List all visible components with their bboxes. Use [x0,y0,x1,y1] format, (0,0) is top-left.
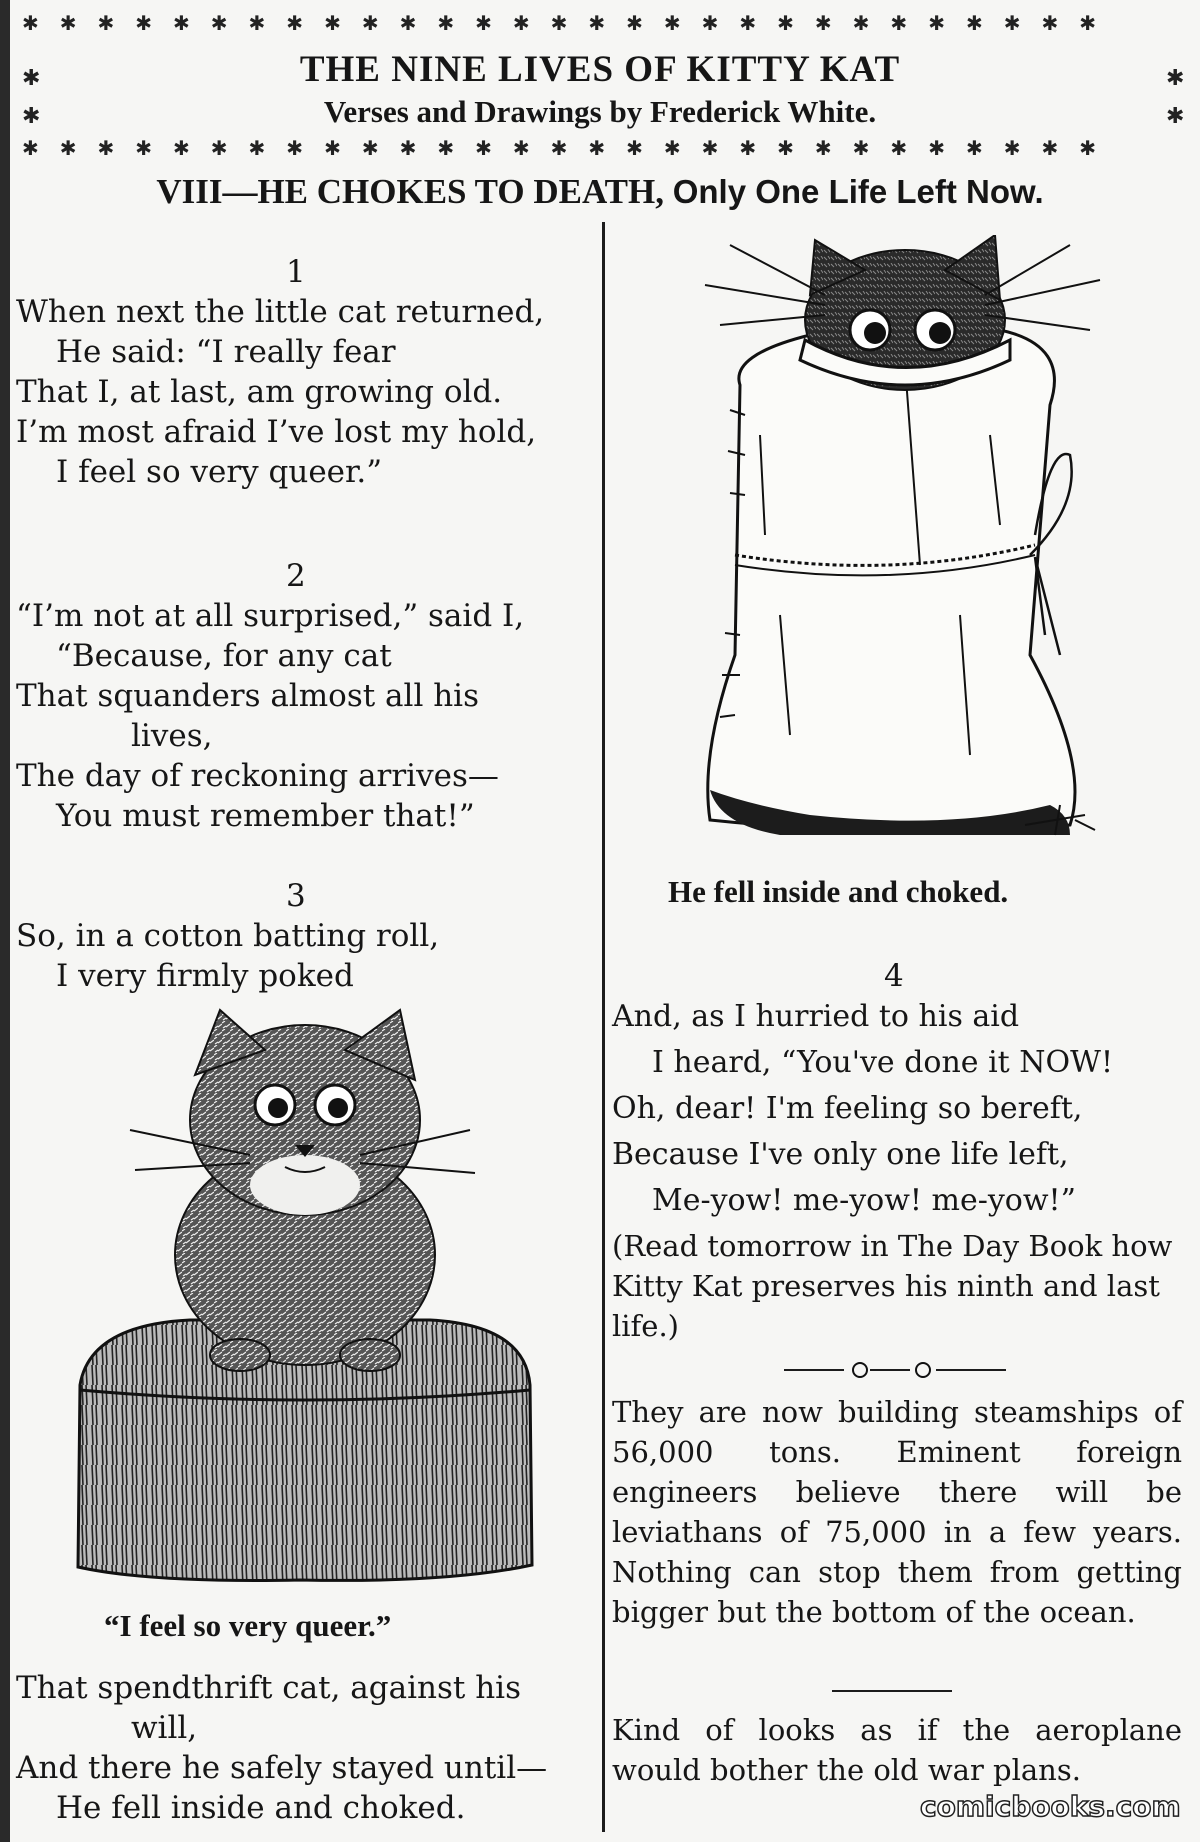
verse-3-continued [16,1668,547,1828]
verse-line: He said: “I really fear [56,334,396,370]
chapter-headline [20,172,1180,212]
cat-in-cotton-roll-drawing [690,235,1110,850]
verse-line: “I’m not at all surprised,” said I, [16,598,525,634]
verse-line: lives, [131,718,213,754]
verse-2 [16,556,524,836]
scan-edge [0,0,10,1842]
verse-line: I heard, “You've done it NOW! [652,1045,1114,1080]
star-border-right: ✱ ✱ [1166,66,1185,129]
watermark-logo: comicbooks.com [920,1790,1181,1823]
page-title: THE NINE LIVES OF KITTY KAT [299,49,901,90]
verse-3 [16,876,439,996]
verse-line: So, in a cotton batting roll, [16,918,440,954]
headline-main: VIII—HE CHOKES TO DEATH, [156,172,664,211]
verse-line: And, as I hurried to his aid [612,999,1020,1034]
verse-number: 3 [286,878,306,914]
verse-line: The day of reckoning arrives— [16,758,499,794]
steamships-text: They are now building steamships of 56,000 tons. Eminent foreign engineers believe there will be leviathans of 75,000 in a few years. Nothing can stop them from getting bigger but the bottom of the ocean. [612,1395,1182,1629]
verse-line: Oh, dear! I'm feeling so bereft, [612,1091,1083,1126]
cat-on-cotton-roll-drawing [70,1005,540,1585]
ornament-circles [845,1360,940,1380]
verse-line: I’m most afraid I’ve lost my hold, [16,414,537,450]
section-rule [832,1690,952,1692]
column-divider [602,222,605,1832]
caption-top-right: He fell inside and choked. [668,874,1009,909]
star-border-top: ✱✱✱✱✱✱✱✱✱✱✱✱✱✱✱✱✱✱✱✱✱✱✱✱✱✱✱✱✱ [22,11,1117,35]
verse-line: Me-yow! me-yow! me-yow!” [652,1183,1076,1218]
ornament-rule-right [936,1369,1006,1371]
aeroplane-text: Kind of looks as if the aeroplane would bother the old war plans. [612,1713,1182,1787]
verse-number: 1 [286,254,306,290]
verse-line: I very firmly poked [56,958,354,994]
aeroplane-notice [612,1710,1182,1790]
star-border-bottom: ✱✱✱✱✱✱✱✱✱✱✱✱✱✱✱✱✱✱✱✱✱✱✱✱✱✱✱✱✱ [22,136,1117,160]
verse-4 [612,958,1113,1224]
verse-number: 2 [286,558,306,594]
steamships-notice [612,1392,1182,1632]
ornament-rule-left [784,1369,844,1371]
verse-line: That squanders almost all his [16,678,480,714]
verse-line: When next the little cat returned, [16,294,545,330]
tomorrow-notice: (Read tomorrow in The Day Book how Kitty Kat preserves his ninth and last life.) [612,1229,1173,1343]
verse-line: That spendthrift cat, against his [16,1670,521,1706]
byline: Verses and Drawings by Frederick White. [323,94,877,129]
verse-line: “Because, for any cat [56,638,392,674]
verse-line: You must remember that!” [56,798,475,834]
verse-line: Because I've only one life left, [612,1137,1069,1172]
headline-sub: Only One Life Left Now. [672,173,1044,210]
verse-1 [16,252,544,492]
verse-line: He fell inside and choked. [56,1790,466,1826]
verse-line: I feel so very queer.” [56,454,383,490]
caption-bottom-left: “I feel so very queer.” [104,1608,392,1643]
verse-line: will, [131,1710,198,1746]
star-border-left: ✱ ✱ [22,66,41,129]
verse-line: That I, at last, am growing old. [16,374,503,410]
verse-line: And there he safely stayed until— [16,1750,548,1786]
verse-number: 4 [884,958,904,994]
